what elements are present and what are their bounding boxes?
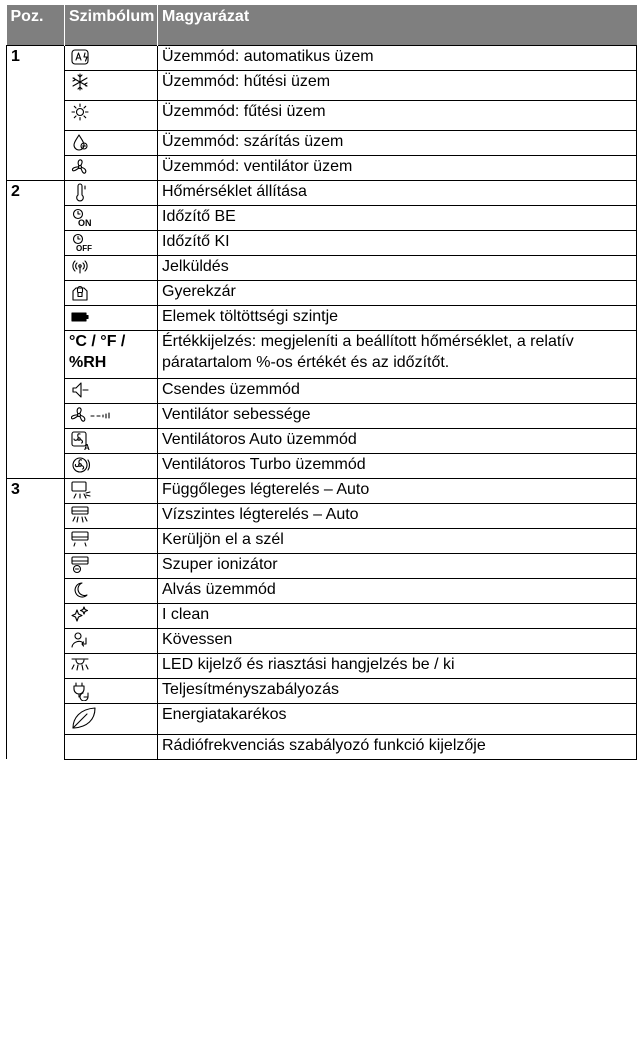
signal-icon — [71, 258, 93, 278]
table-row — [7, 603, 637, 628]
header-description: Magyarázat — [158, 5, 637, 45]
row-position — [7, 628, 65, 653]
row-description: Jelküldés — [158, 255, 637, 280]
row-symbol — [65, 100, 158, 130]
timer-off-icon — [71, 233, 93, 253]
row-description: Üzemmód: szárítás üzem — [158, 130, 637, 155]
row-description: Kerüljön el a szél — [158, 528, 637, 553]
row-position: 3 — [7, 478, 65, 503]
sparkle-icon — [71, 606, 93, 626]
ionizer-icon — [71, 556, 93, 576]
row-symbol — [65, 130, 158, 155]
vertical-swing-icon — [71, 481, 93, 501]
row-description: Szuper ionizátor — [158, 553, 637, 578]
row-description: Rádiófrekvenciás szabályozó funkció kijelzője — [158, 734, 637, 759]
row-description: Értékkijelzés: megjeleníti a beállított hőmérséklet, a relatív páratartalom %-os értékét és az időzítőt. — [158, 330, 637, 378]
row-symbol — [65, 70, 158, 100]
row-description: Ventilátoros Auto üzemmód — [158, 428, 637, 453]
row-description: Energiatakarékos — [158, 703, 637, 734]
droplet-icon — [71, 133, 93, 153]
row-description: Üzemmód: automatikus üzem — [158, 45, 637, 70]
row-symbol — [65, 478, 158, 503]
row-symbol — [65, 578, 158, 603]
row-symbol — [65, 205, 158, 230]
table-row — [7, 130, 637, 155]
table-row — [7, 553, 637, 578]
row-symbol — [65, 453, 158, 478]
row-symbol — [65, 678, 158, 703]
row-symbol — [65, 628, 158, 653]
table-row — [7, 305, 637, 330]
fan-speed-icon — [71, 406, 113, 426]
table-row — [7, 734, 637, 759]
fan-auto-icon — [71, 431, 93, 451]
table-row — [7, 100, 637, 130]
row-symbol — [65, 280, 158, 305]
row-position — [7, 703, 65, 734]
row-position — [7, 280, 65, 305]
row-symbol: °C / °F / %RH — [65, 330, 158, 378]
row-symbol — [65, 403, 158, 428]
row-symbol — [65, 305, 158, 330]
table-row — [7, 255, 637, 280]
row-description: Gyerekzár — [158, 280, 637, 305]
row-position: 1 — [7, 45, 65, 70]
row-description: LED kijelző és riasztási hangjelzés be / ki — [158, 653, 637, 678]
row-description: I clean — [158, 603, 637, 628]
row-symbol — [65, 180, 158, 205]
table-row — [7, 578, 637, 603]
table-row — [7, 653, 637, 678]
table-row — [7, 403, 637, 428]
row-symbol — [65, 428, 158, 453]
row-position — [7, 255, 65, 280]
table-row — [7, 478, 637, 503]
battery-icon — [71, 308, 93, 328]
row-symbol — [65, 230, 158, 255]
row-symbol — [65, 603, 158, 628]
row-description: Függőleges légterelés – Auto — [158, 478, 637, 503]
row-description: Elemek töltöttségi szintje — [158, 305, 637, 330]
row-description: Teljesítményszabályozás — [158, 678, 637, 703]
table-row — [7, 280, 637, 305]
table-header-row — [7, 5, 637, 45]
row-position — [7, 603, 65, 628]
table-row — [7, 155, 637, 180]
sun-icon — [71, 103, 93, 123]
lock-icon — [71, 283, 93, 303]
row-position — [7, 378, 65, 403]
row-position — [7, 70, 65, 100]
row-symbol — [65, 45, 158, 70]
moon-icon — [71, 581, 93, 601]
row-description: Ventilátoros Turbo üzemmód — [158, 453, 637, 478]
row-description: Időzítő BE — [158, 205, 637, 230]
row-description: Ventilátor sebessége — [158, 403, 637, 428]
row-symbol — [65, 255, 158, 280]
table-row — [7, 70, 637, 100]
table-row — [7, 428, 637, 453]
svg-text:A: A — [84, 442, 90, 451]
table-row — [7, 45, 637, 70]
row-description: Csendes üzemmód — [158, 378, 637, 403]
table-row — [7, 230, 637, 255]
row-position — [7, 403, 65, 428]
row-position — [7, 553, 65, 578]
row-symbol — [65, 528, 158, 553]
row-symbol — [65, 703, 158, 734]
row-position — [7, 453, 65, 478]
table-row — [7, 453, 637, 478]
table-row — [7, 503, 637, 528]
table-row — [7, 703, 637, 734]
row-position — [7, 230, 65, 255]
row-symbol — [65, 503, 158, 528]
svg-text:ON: ON — [78, 217, 92, 228]
fan-icon — [71, 158, 93, 178]
table-row — [7, 378, 637, 403]
row-position — [7, 100, 65, 130]
row-position — [7, 155, 65, 180]
header-pos: Poz. — [7, 5, 65, 45]
row-position — [7, 653, 65, 678]
thermometer-icon — [71, 183, 93, 203]
row-position — [7, 678, 65, 703]
row-position: 2 — [7, 180, 65, 205]
row-symbol — [65, 378, 158, 403]
row-description: Kövessen — [158, 628, 637, 653]
table-row — [7, 330, 637, 378]
row-position — [7, 428, 65, 453]
row-symbol — [65, 553, 158, 578]
row-description: Hőmérséklet állítása — [158, 180, 637, 205]
power-plug-icon — [71, 681, 93, 701]
table-row — [7, 528, 637, 553]
snowflake-icon — [71, 73, 93, 93]
leaf-icon — [71, 706, 97, 730]
table-row — [7, 205, 637, 230]
horizontal-swing-icon — [71, 506, 93, 526]
row-description: Üzemmód: fűtési üzem — [158, 100, 637, 130]
row-description: Időzítő KI — [158, 230, 637, 255]
speaker-mute-icon — [71, 381, 93, 401]
row-position — [7, 503, 65, 528]
svg-text:OFF: OFF — [76, 243, 92, 253]
timer-on-icon — [71, 208, 93, 228]
row-description: Üzemmód: ventilátor üzem — [158, 155, 637, 180]
symbol-table — [6, 5, 637, 760]
row-position — [7, 734, 65, 759]
row-position — [7, 205, 65, 230]
row-position — [7, 578, 65, 603]
avoid-wind-icon — [71, 531, 93, 551]
row-description: Üzemmód: hűtési üzem — [158, 70, 637, 100]
fan-turbo-icon — [71, 456, 93, 476]
table-row — [7, 678, 637, 703]
row-symbol — [65, 734, 158, 759]
table-row — [7, 180, 637, 205]
follow-me-icon — [71, 631, 93, 651]
row-position — [7, 528, 65, 553]
row-description: Vízszintes légterelés – Auto — [158, 503, 637, 528]
table-row — [7, 628, 637, 653]
auto-mode-icon — [71, 48, 93, 68]
row-symbol — [65, 155, 158, 180]
header-symbol: Szimbólum — [65, 5, 158, 45]
led-display-icon — [71, 656, 93, 676]
row-symbol — [65, 653, 158, 678]
row-position — [7, 130, 65, 155]
row-description: Alvás üzemmód — [158, 578, 637, 603]
row-position — [7, 305, 65, 330]
row-position — [7, 330, 65, 378]
